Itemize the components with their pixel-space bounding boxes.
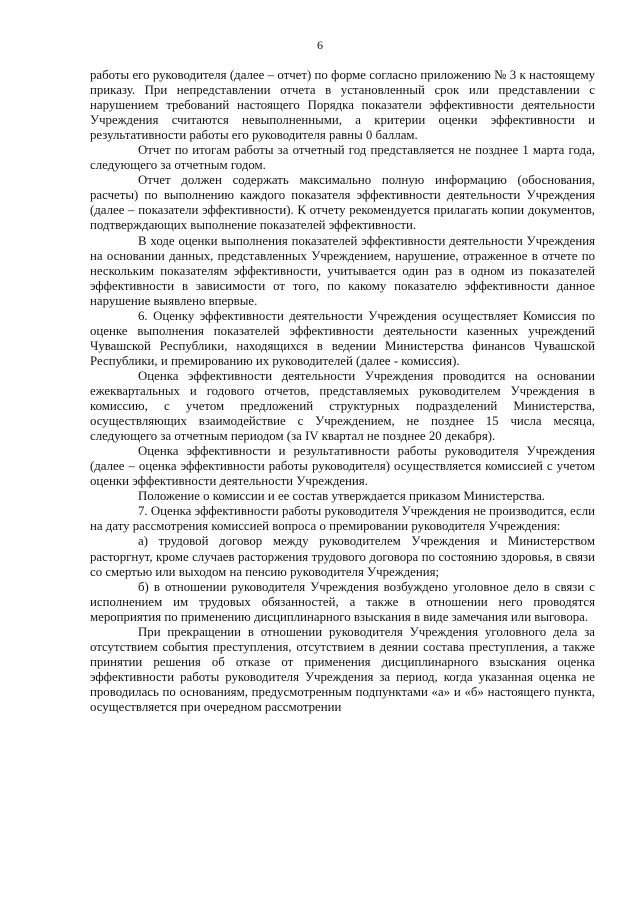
paragraph: Отчет должен содержать максимально полную информацию (обоснования, расчеты) по выполнению каждого показателя эффективности деятельности Учреждения (далее – показатели эффективности). К отчету рекомендуется прилагать копии документов, подтверждающих выполнение показателей эффективности. [90, 173, 595, 233]
paragraph: Отчет по итогам работы за отчетный год представляется не позднее 1 марта года, следующего за отчетным годом. [90, 143, 595, 173]
paragraph: работы его руководителя (далее – отчет) по форме согласно приложению № 3 к настоящему приказу. При непредставлении отчета в установленный срок или представлении с нарушением требований настоящего Порядка показатели эффективности деятельности Учреждения считаются невыполненными, а критерии оценки эффективности и результативности работы его руководителя равны 0 баллам. [90, 68, 595, 143]
paragraph: В ходе оценки выполнения показателей эффективности деятельности Учреждения на основании данных, представленных Учреждением, нарушение, отраженное в отчете по нескольким показателям эффективности, учитывается один раз в одном из показателей эффективности в зависимости от того, по какому показателю эффективности данное нарушение выявлено впервые. [90, 233, 595, 308]
document-body [90, 68, 595, 715]
page-number: 6 [317, 38, 323, 52]
paragraph: Оценка эффективности деятельности Учреждения проводится на основании ежеквартальных и годового отчетов, представляемых руководителем Учреждения в комиссию, с учетом предложений структурных подразделений Министерства, осуществляющих взаимодействие с Учреждением, не позднее 15 числа месяца, следующего за отчетным периодом (за IV квартал не позднее 20 декабря). [90, 368, 595, 444]
paragraph: 7. Оценка эффективности работы руководителя Учреждения не производится, если на дату рассмотрения комиссией вопроса о премировании руководителя Учреждения: [90, 504, 595, 534]
paragraph: 6. Оценку эффективности деятельности Учреждения осуществляет Комиссия по оценке выполнения показателей эффективности деятельности казенных учреждений Чувашской Республики, находящихся в ведении Министерства финансов Чувашской Республики, и премированию их руководителей (далее - комиссия). [90, 308, 595, 368]
paragraph: При прекращении в отношении руководителя Учреждения уголовного дела за отсутствием события преступления, отсутствием в деянии состава преступления, а также принятии решения об отказе от применения дисциплинарного взыскания оценка эффективности работы руководителя Учреждения за период, когда указанная оценка не проводилась по основаниям, предусмотренным подпунктами «а» и «б» настоящего пункта, осуществляется при очередном рассмотрении [90, 624, 595, 714]
paragraph: а) трудовой договор между руководителем Учреждения и Министерством расторгнут, кроме случаев расторжения трудового договора по состоянию здоровья, в связи со смертью или выходом на пенсию руководителя Учреждения; [90, 534, 595, 579]
paragraph: Положение о комиссии и ее состав утверждается приказом Министерства. [138, 489, 546, 504]
paragraph: б) в отношении руководителя Учреждения возбуждено уголовное дело в связи с исполнением им трудовых обязанностей, а также в отношении него проводятся мероприятия по применению дисциплинарного взыскания в виде замечания или выговора. [90, 579, 595, 624]
paragraph: Оценка эффективности и результативности работы руководителя Учреждения (далее – оценка эффективности работы руководителя) осуществляется комиссией с учетом оценки эффективности деятельности Учреждения. [90, 444, 595, 489]
